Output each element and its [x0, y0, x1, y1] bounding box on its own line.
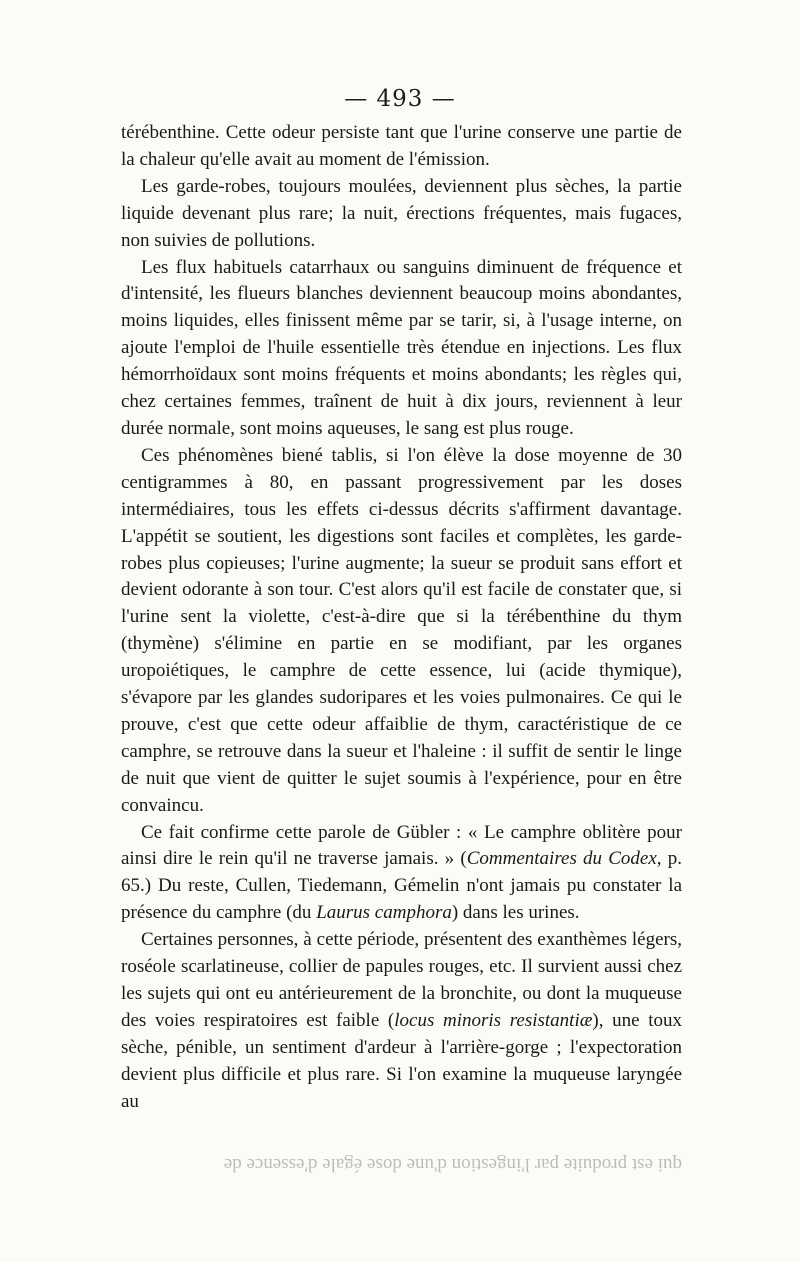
paragraph-6-text-b: ), une toux sèche, pénible, un sentiment d'ardeur à l'arrière-gorge ; l'expectoration devient plus difficile et plus rare. Si l'on examine la muqueuse laryngée au	[121, 1009, 682, 1112]
paragraph-5	[121, 820, 682, 928]
paragraph-4: Ces phénomènes biené tablis, si l'on élève la dose moyenne de 30 centigrammes à 80, en passant progressivement par les doses intermédiaires, tous les effets ci-dessus décrits s'affirment davantage. L'appétit se soutient, les digestions sont faciles et complètes, les garde-robes plus copieuses; l'urine augmente; la sueur se produit sans effort et devient odorante à son tour. C'est alors qu'il est facile de constater que, si l'urine sent la violette, c'est-à-dire que si la térébenthine du thym (thymène) s'élimine en partie en se modifiant, par les organes uropoiétiques, le camphre de cette essence, lui (acide thymique), s'évapore par les glandes sudoripares et les voies pulmonaires. Ce qui le prouve, c'est que cette odeur affaiblie de thym, caractéristique de ce camphre, se retrouve dans la sueur et l'haleine : il suffit de sentir le linge de nuit que vient de quitter le sujet soumis à l'expérience, pour en être convaincu.	[121, 444, 682, 816]
paragraph-6-text-a: Certaines personnes, à cette période, présentent des exanthèmes légers, roséole scarlatineuse, collier de papules rouges, etc. Il survient aussi chez les sujets qui ont eu antérieurement de la bronchite, ou dont la muqueuse des voies respiratoires est faible (	[121, 929, 682, 1031]
citation-title: Commentaires du Codex	[466, 848, 657, 870]
species-name: Laurus camphora	[316, 902, 452, 924]
latin-phrase: locus minoris resistantiæ	[394, 1009, 593, 1031]
page-number: — 493 —	[344, 86, 456, 112]
paragraph-5-text-a: Ce fait confirme cette parole de Gübler : « Le camphre oblitère pour ainsi dire le rein qu'il ne traverse jamais. » (	[121, 821, 682, 870]
bleed-through-text: qui est produite par l'ingestion d'une dose égale d'essence de	[223, 1154, 682, 1175]
body-text	[121, 120, 682, 1116]
paragraph-5-text-b: , p. 65.) Du reste, Cullen, Tiedemann, Gémelin n'ont jamais pu constater la présence du camphre (du	[121, 848, 682, 924]
paragraph-6	[121, 927, 682, 1115]
paragraph-1: térébenthine. Cette odeur persiste tant que l'urine conserve une partie de la chaleur qu'elle avait au moment de l'émission.	[121, 122, 682, 170]
paragraph-3: Les flux habituels catarrhaux ou sanguins diminuent de fréquence et d'intensité, les flueurs blanches deviennent beaucoup moins abondantes, moins liquides, elles finissent même par se tarir, si, à l'usage interne, on ajoute l'emploi de l'huile essentielle très étendue en injections. Les flux hémorrhoïdaux sont moins fréquents et moins abondants; les règles qui, chez certaines femmes, traînent de huit à dix jours, reviennent à leur durée normale, sont moins aqueuses, le sang est plus rouge.	[121, 256, 682, 439]
paragraph-2: Les garde-robes, toujours moulées, deviennent plus sèches, la partie liquide devenant plus rare; la nuit, érections fréquentes, mais fugaces, non suivies de pollutions.	[121, 175, 682, 251]
paragraph-5-text-c: ) dans les urines.	[451, 902, 580, 924]
